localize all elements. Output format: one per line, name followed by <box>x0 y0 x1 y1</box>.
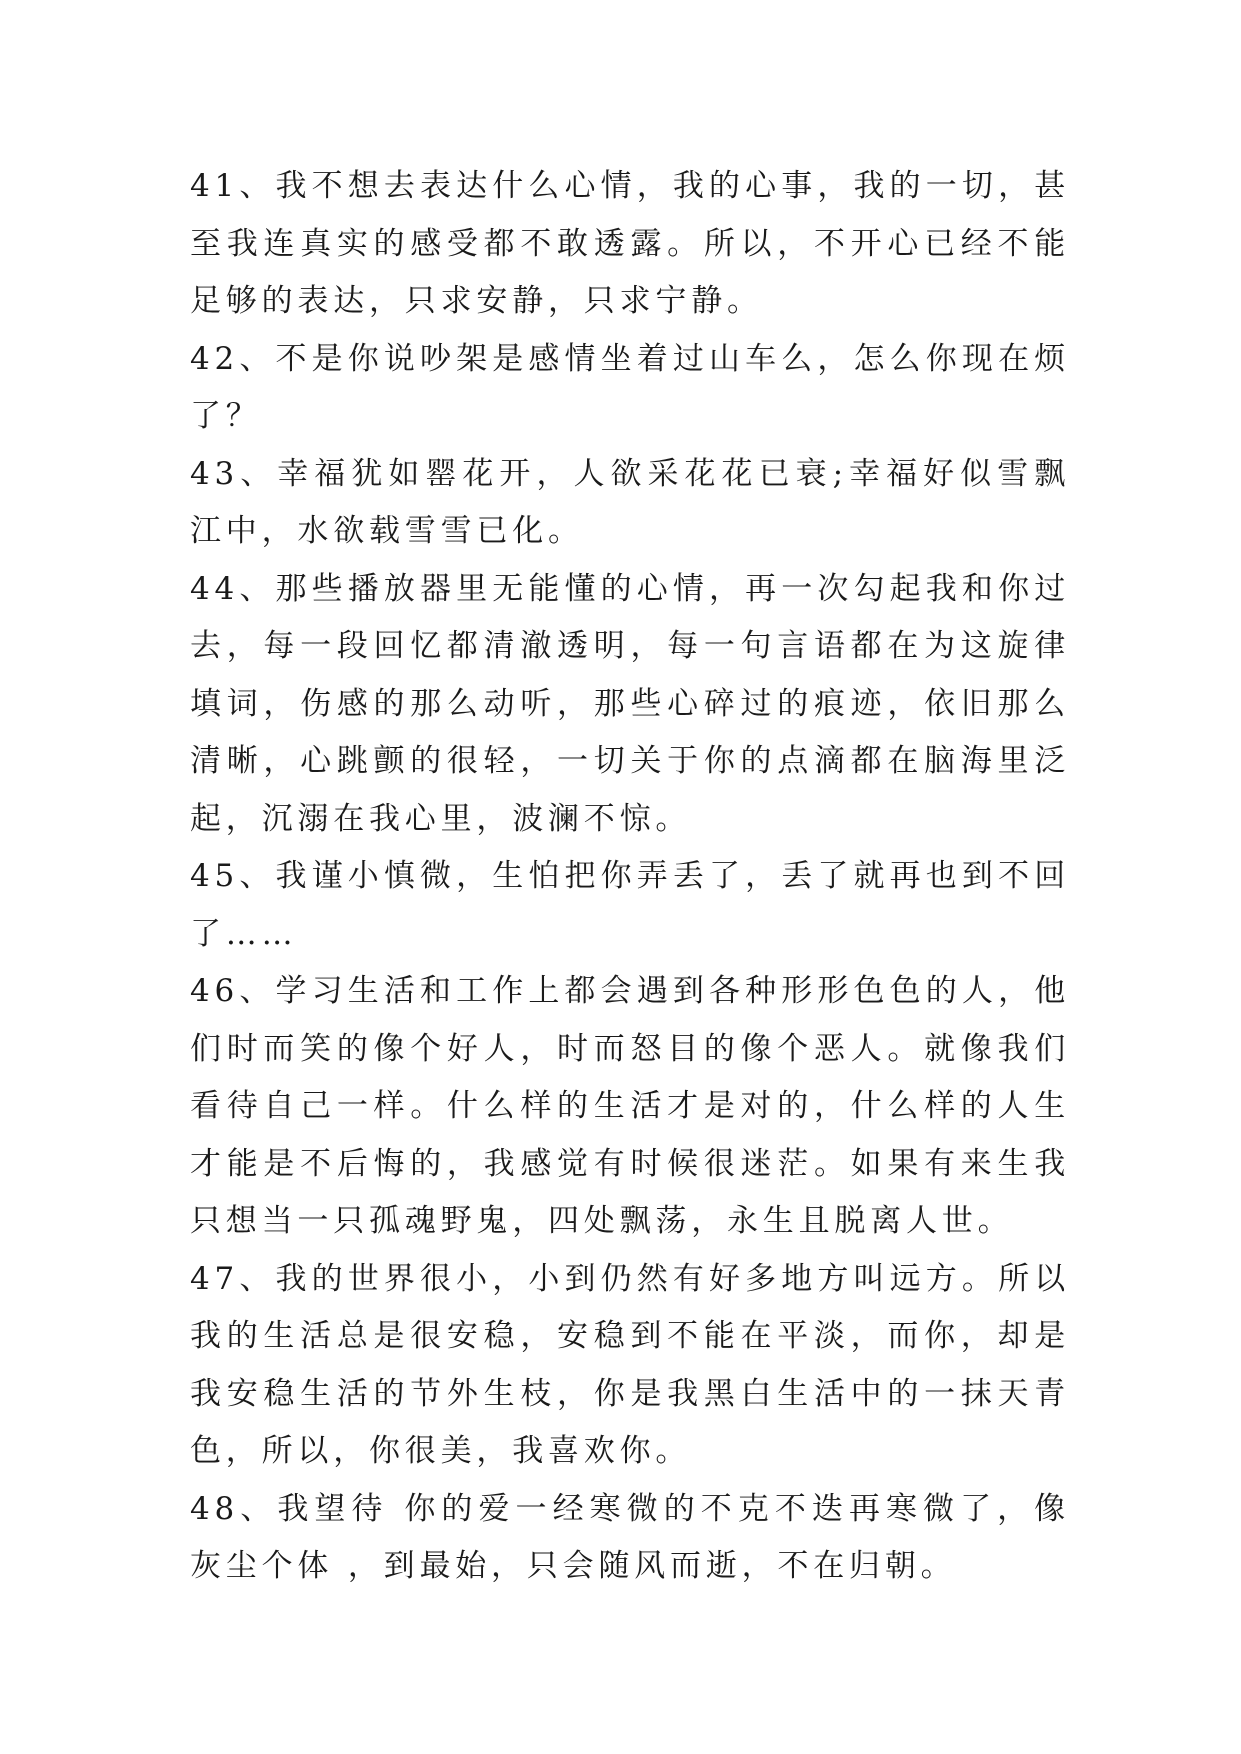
document-body <box>190 158 1070 1596</box>
paragraph-42: 42、不是你说吵架是感情坐着过山车么，怎么你现在烦了？ <box>190 340 1070 434</box>
paragraph-44: 44、那些播放器里无能懂的心情，再一次勾起我和你过去，每一段回忆都清澈透明，每一句言语都在为这旋律填词，伤感的那么动听，那些心碎过的痕迹，依旧那么清晰，心跳颤的很轻，一切关于你的点滴都在脑海里泛起，沉溺在我心里，波澜不惊。 <box>190 570 1070 837</box>
paragraph-47: 47、我的世界很小，小到仍然有好多地方叫远方。所以我的生活总是很安稳，安稳到不能在平淡，而你，却是我安稳生活的节外生枝，你是我黑白生活中的一抹天青色，所以，你很美，我喜欢你。 <box>190 1260 1070 1469</box>
paragraph-48: 48、我望待 你的爱一经寒微的不克不迭再寒微了，像灰尘个体 ，到最始，只会随风而逝，不在归朝。 <box>190 1490 1070 1584</box>
paragraph-41: 41、我不想去表达什么心情，我的心事，我的一切，甚至我连真实的感受都不敢透露。所以，不开心已经不能足够的表达，只求安静，只求宁静。 <box>190 168 1070 319</box>
paragraph-46: 46、学习生活和工作上都会遇到各种形形色色的人，他们时而笑的像个好人，时而怒目的像个恶人。就像我们看待自己一样。什么样的生活才是对的，什么样的人生才能是不后悔的，我感觉有时候很迷茫。如果有来生我只想当一只孤魂野鬼，四处飘荡，永生且脱离人世。 <box>190 973 1070 1239</box>
paragraph-43: 43、幸福犹如罂花开，人欲采花花已衰;幸福好似雪飘江中，水欲载雪雪已化。 <box>190 455 1070 549</box>
paragraph-45: 45、我谨小慎微，生怕把你弄丢了，丢了就再也到不回了…… <box>190 858 1070 952</box>
